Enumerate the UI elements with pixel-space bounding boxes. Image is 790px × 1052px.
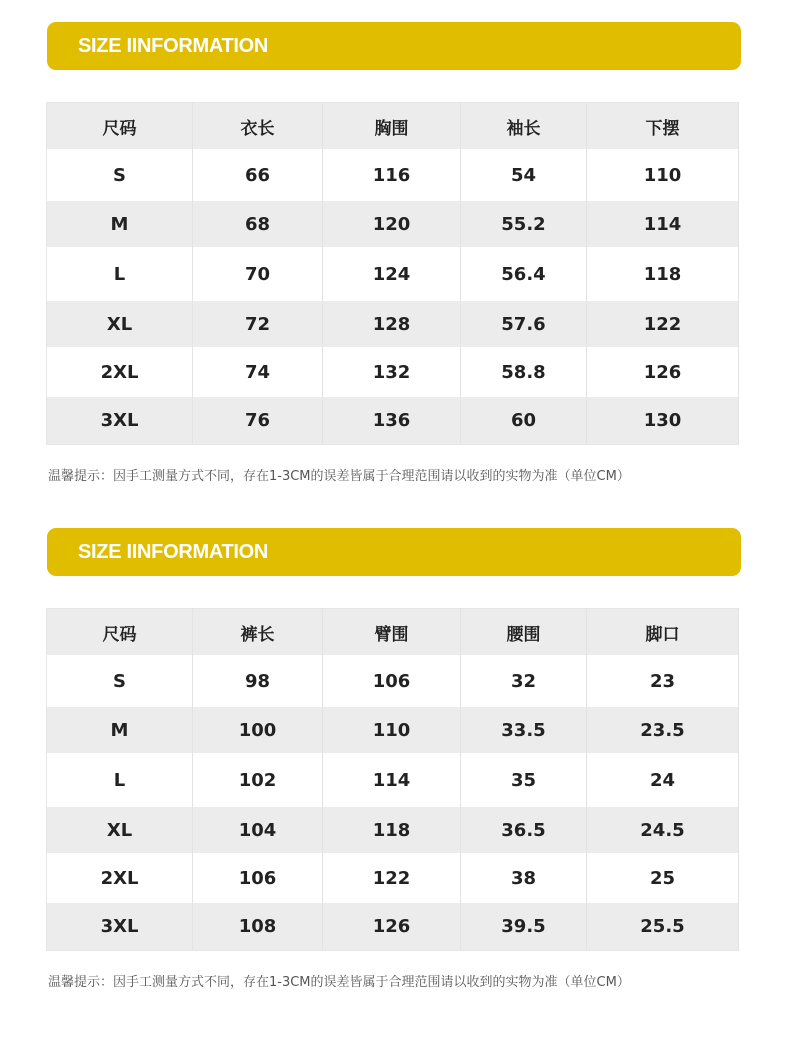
size-label-cell: L bbox=[47, 753, 193, 807]
banner-title: SIZE IINFORMATION bbox=[78, 34, 269, 57]
size-table bbox=[46, 608, 739, 951]
size-label-cell: XL bbox=[47, 807, 193, 853]
size-label-cell: M bbox=[47, 201, 193, 247]
measurement-cell: 118 bbox=[587, 247, 739, 301]
column-header: 裤长 bbox=[193, 609, 323, 656]
size-info-banner bbox=[47, 528, 741, 576]
size-table bbox=[46, 102, 739, 445]
column-header: 衣长 bbox=[193, 103, 323, 150]
table-row bbox=[47, 397, 739, 445]
measurement-cell: 110 bbox=[587, 149, 739, 201]
table-row bbox=[47, 807, 739, 853]
measurement-cell: 118 bbox=[323, 807, 461, 853]
measurement-cell: 114 bbox=[323, 753, 461, 807]
table-row bbox=[47, 201, 739, 247]
measurement-cell: 104 bbox=[193, 807, 323, 853]
measurement-cell: 74 bbox=[193, 347, 323, 397]
measurement-cell: 54 bbox=[461, 149, 587, 201]
size-label-cell: 3XL bbox=[47, 397, 193, 445]
table-row bbox=[47, 655, 739, 707]
measurement-cell: 66 bbox=[193, 149, 323, 201]
measurement-cell: 55.2 bbox=[461, 201, 587, 247]
table-row bbox=[47, 753, 739, 807]
measurement-cell: 110 bbox=[323, 707, 461, 753]
column-header: 胸围 bbox=[323, 103, 461, 150]
measurement-cell: 23 bbox=[587, 655, 739, 707]
column-header: 臂围 bbox=[323, 609, 461, 656]
measurement-cell: 124 bbox=[323, 247, 461, 301]
measurement-cell: 132 bbox=[323, 347, 461, 397]
measurement-cell: 108 bbox=[193, 903, 323, 951]
table-row bbox=[47, 247, 739, 301]
measurement-cell: 60 bbox=[461, 397, 587, 445]
measurement-cell: 102 bbox=[193, 753, 323, 807]
size-label-cell: M bbox=[47, 707, 193, 753]
measurement-cell: 38 bbox=[461, 853, 587, 903]
measurement-cell: 25.5 bbox=[587, 903, 739, 951]
column-header: 腰围 bbox=[461, 609, 587, 656]
measurement-cell: 56.4 bbox=[461, 247, 587, 301]
measurement-cell: 76 bbox=[193, 397, 323, 445]
measurement-cell: 32 bbox=[461, 655, 587, 707]
column-header: 尺码 bbox=[47, 609, 193, 656]
measurement-note: 温馨提示：因手工测量方式不同，存在1-3CM的误差皆属于合理范围请以收到的实物为准（单位CM） bbox=[48, 975, 630, 990]
measurement-note: 温馨提示：因手工测量方式不同，存在1-3CM的误差皆属于合理范围请以收到的实物为准（单位CM） bbox=[48, 469, 630, 484]
measurement-cell: 126 bbox=[323, 903, 461, 951]
measurement-cell: 114 bbox=[587, 201, 739, 247]
measurement-cell: 122 bbox=[587, 301, 739, 347]
table-row bbox=[47, 707, 739, 753]
measurement-cell: 120 bbox=[323, 201, 461, 247]
measurement-cell: 128 bbox=[323, 301, 461, 347]
measurement-cell: 106 bbox=[323, 655, 461, 707]
table-header-row bbox=[47, 609, 739, 656]
measurement-cell: 25 bbox=[587, 853, 739, 903]
measurement-cell: 72 bbox=[193, 301, 323, 347]
measurement-cell: 33.5 bbox=[461, 707, 587, 753]
table-row bbox=[47, 301, 739, 347]
measurement-cell: 116 bbox=[323, 149, 461, 201]
measurement-cell: 68 bbox=[193, 201, 323, 247]
measurement-cell: 36.5 bbox=[461, 807, 587, 853]
measurement-cell: 106 bbox=[193, 853, 323, 903]
measurement-cell: 136 bbox=[323, 397, 461, 445]
size-label-cell: 3XL bbox=[47, 903, 193, 951]
column-header: 下摆 bbox=[587, 103, 739, 150]
measurement-cell: 130 bbox=[587, 397, 739, 445]
measurement-cell: 39.5 bbox=[461, 903, 587, 951]
column-header: 尺码 bbox=[47, 103, 193, 150]
size-label-cell: S bbox=[47, 149, 193, 201]
size-label-cell: 2XL bbox=[47, 853, 193, 903]
measurement-cell: 24 bbox=[587, 753, 739, 807]
size-info-banner bbox=[47, 22, 741, 70]
table-row bbox=[47, 903, 739, 951]
measurement-cell: 98 bbox=[193, 655, 323, 707]
size-label-cell: S bbox=[47, 655, 193, 707]
measurement-cell: 126 bbox=[587, 347, 739, 397]
column-header: 脚口 bbox=[587, 609, 739, 656]
table-row bbox=[47, 853, 739, 903]
size-label-cell: 2XL bbox=[47, 347, 193, 397]
table-header-row bbox=[47, 103, 739, 150]
measurement-cell: 122 bbox=[323, 853, 461, 903]
measurement-cell: 57.6 bbox=[461, 301, 587, 347]
table-row bbox=[47, 347, 739, 397]
table-row bbox=[47, 149, 739, 201]
measurement-cell: 70 bbox=[193, 247, 323, 301]
column-header: 袖长 bbox=[461, 103, 587, 150]
measurement-cell: 100 bbox=[193, 707, 323, 753]
size-label-cell: XL bbox=[47, 301, 193, 347]
measurement-cell: 23.5 bbox=[587, 707, 739, 753]
measurement-cell: 35 bbox=[461, 753, 587, 807]
measurement-cell: 58.8 bbox=[461, 347, 587, 397]
measurement-cell: 24.5 bbox=[587, 807, 739, 853]
size-label-cell: L bbox=[47, 247, 193, 301]
banner-title: SIZE IINFORMATION bbox=[78, 540, 269, 563]
